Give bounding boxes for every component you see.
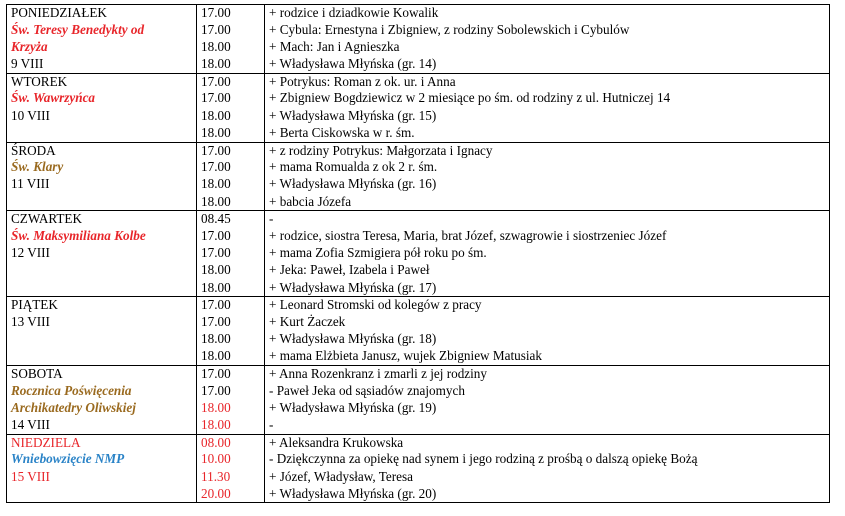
mass-intention: + rodzice, siostra Teresa, Maria, brat Józef, szwagrowie i siostrzeniec Józef — [265, 228, 830, 245]
mass-intention: + babcia Józefa — [265, 194, 830, 211]
mass-time: 18.00 — [197, 262, 265, 279]
saint-name-cont: Krzyża — [7, 39, 197, 56]
table-row — [7, 211, 830, 228]
table-row — [7, 280, 830, 297]
day-date: 14 VIII — [7, 417, 197, 434]
mass-time: 17.00 — [197, 90, 265, 107]
mass-intention: + Józef, Władysław, Teresa — [265, 469, 830, 486]
mass-intention: - — [265, 417, 830, 434]
table-row — [7, 5, 830, 22]
mass-time: 18.00 — [197, 56, 265, 73]
mass-time: 18.00 — [197, 280, 265, 297]
feast-name-cont: Archikatedry Oliwskiej — [7, 400, 197, 417]
mass-intention: + Władysława Młyńska (gr. 15) — [265, 108, 830, 125]
table-row — [7, 451, 830, 468]
mass-intention: - — [265, 211, 830, 228]
mass-intention: + Aleksandra Krukowska — [265, 434, 830, 451]
mass-time: 17.00 — [197, 365, 265, 382]
table-row — [7, 297, 830, 314]
table-row — [7, 383, 830, 400]
day-name: WTOREK — [7, 73, 197, 90]
mass-time: 17.00 — [197, 142, 265, 159]
mass-intention: + Potrykus: Roman z ok. ur. i Anna — [265, 73, 830, 90]
mass-time: 18.00 — [197, 331, 265, 348]
mass-time: 18.00 — [197, 108, 265, 125]
day-name: SOBOTA — [7, 365, 197, 382]
mass-intention: + Władysława Młyńska (gr. 20) — [265, 486, 830, 503]
day-date: 11 VIII — [7, 176, 197, 193]
mass-time: 17.00 — [197, 297, 265, 314]
day-sunday — [7, 434, 830, 503]
mass-intention: + Kurt Żaczek — [265, 314, 830, 331]
table-row — [7, 434, 830, 451]
table-row — [7, 159, 830, 176]
table-row — [7, 39, 830, 56]
saint-name: Św. Klary — [7, 159, 197, 176]
mass-time: 08.45 — [197, 211, 265, 228]
day-empty — [7, 486, 197, 503]
mass-time: 18.00 — [197, 176, 265, 193]
table-row — [7, 262, 830, 279]
table-row — [7, 469, 830, 486]
table-row — [7, 348, 830, 365]
mass-time: 18.00 — [197, 39, 265, 56]
day-name: NIEDZIELA — [7, 434, 197, 451]
day-date: 12 VIII — [7, 245, 197, 262]
table-row — [7, 417, 830, 434]
day-wednesday — [7, 142, 830, 211]
day-date: 10 VIII — [7, 108, 197, 125]
mass-intention: + Berta Ciskowska w r. śm. — [265, 125, 830, 142]
mass-intention: + mama Zofia Szmigiera pół roku po śm. — [265, 245, 830, 262]
day-empty — [7, 348, 197, 365]
mass-intention: + Mach: Jan i Agnieszka — [265, 39, 830, 56]
mass-intention: + z rodziny Potrykus: Małgorzata i Ignacy — [265, 142, 830, 159]
table-row — [7, 314, 830, 331]
day-tuesday — [7, 73, 830, 142]
day-friday — [7, 297, 830, 366]
table-row — [7, 73, 830, 90]
table-row — [7, 331, 830, 348]
day-name: PONIEDZIAŁEK — [7, 5, 197, 22]
mass-intention: - Paweł Jeka od sąsiadów znajomych — [265, 383, 830, 400]
day-date: 13 VIII — [7, 314, 197, 331]
day-empty — [7, 125, 197, 142]
table-row — [7, 56, 830, 73]
mass-time: 18.00 — [197, 417, 265, 434]
day-empty — [7, 194, 197, 211]
mass-time: 18.00 — [197, 194, 265, 211]
saint-name: Św. Maksymiliana Kolbe — [7, 228, 197, 245]
mass-time: 18.00 — [197, 125, 265, 142]
day-empty — [7, 280, 197, 297]
feast-name: Wniebowzięcie NMP — [7, 451, 197, 468]
mass-time: 10.00 — [197, 451, 265, 468]
mass-time: 11.30 — [197, 469, 265, 486]
mass-intentions-table — [6, 4, 830, 503]
table-row — [7, 194, 830, 211]
mass-intention: + Leonard Stromski od kolegów z pracy — [265, 297, 830, 314]
day-name: ŚRODA — [7, 142, 197, 159]
mass-intention: + mama Romualda z ok 2 r. śm. — [265, 159, 830, 176]
mass-time: 18.00 — [197, 400, 265, 417]
day-saturday — [7, 365, 830, 434]
mass-intention: - Dziękczynna za opiekę nad synem i jego rodziną z prośbą o dalszą opiekę Bożą — [265, 451, 830, 468]
table-row — [7, 365, 830, 382]
day-empty — [7, 262, 197, 279]
mass-intention: + Zbigniew Bogdziewicz w 2 miesiące po śm. od rodziny z ul. Hutniczej 14 — [265, 90, 830, 107]
day-date: 9 VIII — [7, 56, 197, 73]
mass-time: 18.00 — [197, 348, 265, 365]
day-name: PIĄTEK — [7, 297, 197, 314]
day-name: CZWARTEK — [7, 211, 197, 228]
mass-time: 17.00 — [197, 314, 265, 331]
day-date: 15 VIII — [7, 469, 197, 486]
table-row — [7, 228, 830, 245]
mass-time: 17.00 — [197, 73, 265, 90]
mass-time: 08.00 — [197, 434, 265, 451]
mass-time: 20.00 — [197, 486, 265, 503]
mass-intention: + Władysława Młyńska (gr. 14) — [265, 56, 830, 73]
table-row — [7, 176, 830, 193]
mass-intention: + Władysława Młyńska (gr. 18) — [265, 331, 830, 348]
mass-time: 17.00 — [197, 22, 265, 39]
table-row — [7, 142, 830, 159]
mass-intention: + Anna Rozenkranz i zmarli z jej rodziny — [265, 365, 830, 382]
mass-intention: + rodzice i dziadkowie Kowalik — [265, 5, 830, 22]
mass-time: 17.00 — [197, 159, 265, 176]
mass-time: 17.00 — [197, 245, 265, 262]
mass-intention: + Jeka: Paweł, Izabela i Paweł — [265, 262, 830, 279]
saint-name: Św. Wawrzyńca — [7, 90, 197, 107]
table-row — [7, 90, 830, 107]
table-row — [7, 125, 830, 142]
mass-intention: + Cybula: Ernestyna i Zbigniew, z rodziny Sobolewskich i Cybulów — [265, 22, 830, 39]
table-row — [7, 400, 830, 417]
day-monday — [7, 5, 830, 74]
mass-time: 17.00 — [197, 228, 265, 245]
mass-time: 17.00 — [197, 5, 265, 22]
day-empty — [7, 331, 197, 348]
table-row — [7, 486, 830, 503]
saint-name: Św. Teresy Benedykty od — [7, 22, 197, 39]
mass-intention: + Władysława Młyńska (gr. 19) — [265, 400, 830, 417]
mass-intention: + mama Elżbieta Janusz, wujek Zbigniew Matusiak — [265, 348, 830, 365]
table-row — [7, 245, 830, 262]
day-thursday — [7, 211, 830, 297]
table-row — [7, 108, 830, 125]
mass-intention: + Władysława Młyńska (gr. 17) — [265, 280, 830, 297]
mass-time: 17.00 — [197, 383, 265, 400]
feast-name: Rocznica Poświęcenia — [7, 383, 197, 400]
mass-intention: + Władysława Młyńska (gr. 16) — [265, 176, 830, 193]
table-row — [7, 22, 830, 39]
